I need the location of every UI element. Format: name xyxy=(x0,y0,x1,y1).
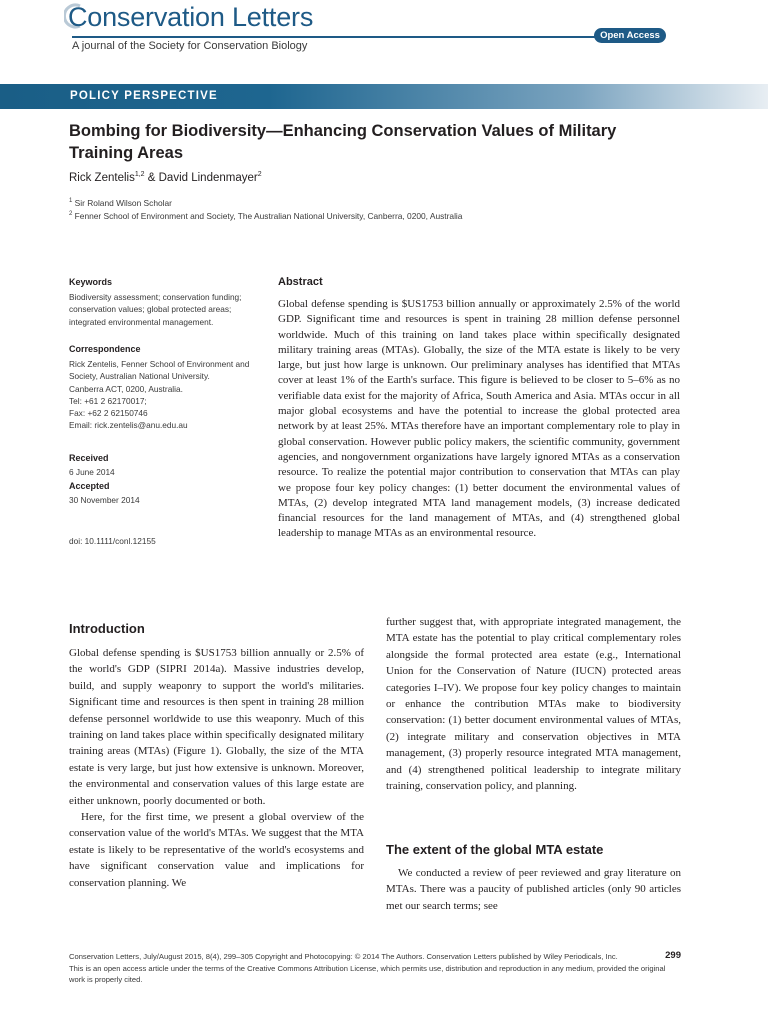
extent-heading: The extent of the global MTA estate xyxy=(386,842,604,857)
correspondence-line: Society, Australian National University. xyxy=(69,371,210,382)
introduction-body xyxy=(69,645,364,891)
accepted-label: Accepted xyxy=(69,481,110,491)
affiliation-2: $^2$ Fenner School of Environment and Society, The Australian National University, Canberra, 0200, Australia xyxy=(69,211,463,221)
page-number: 299 xyxy=(665,950,681,961)
author-list xyxy=(69,171,262,184)
header-rule xyxy=(72,36,600,38)
accepted-date: 30 November 2014 xyxy=(69,495,140,505)
section-band xyxy=(0,84,768,109)
abstract-text: Global defense spending is $US1753 billion annually or approximately 2.5% of the world GDP. Significant time and resources is spent in training 28 million defense personnel worldwide. Much of this training on land takes place within specifically designated military training areas (MTAs). Globally, the size of the MTA estate is likely to be very large, but just how large is unknown. Our preliminary analyses has identified that MTAs cover at least 1% of the Earth's surface. This figure is believed to be closer to 5–6% as no verifiable data exist for the majority of Africa, South America and Asia. MTAs occur in all major global ecosystems and have the potential to increase the global protected area network by at least 25%. MTAs therefore have an important complementary role to play in global conservation. However public policy makers, the scientific community, government agencies, and nongovernment organizations have largely ignored MTAs as a conservation resource. To realize the potential major contribution to conservation that MTAs can play we propose four key policy changes: (1) better document the environmental values of MTAs, (2) develop integrated MTA land management models, (3) increase dedicated financial resources for the land management of MTAs, and (4) strengthened global leadership to manage MTAs as an environmental resource. xyxy=(278,298,680,540)
fax: Fax: +62 2 62150746 xyxy=(69,408,148,419)
footer-license: This is an open access article under the terms of the Creative Commons Attribution License, which permits use, distribution and reproduction in any medium, provided the original work is properly cited. xyxy=(69,964,666,984)
correspondence-line: Canberra ACT, 0200, Australia. xyxy=(69,383,183,394)
paragraph: Here, for the first time, we present a global overview of the conservation value of the world's MTAs. We suggest that the MTA estate is likely to be representative of the world's ecosystems and have significant conservation value and implications for conservation planning. We xyxy=(69,811,364,889)
abstract-heading: Abstract xyxy=(278,276,323,288)
journal-title[interactable]: Conservation Letters xyxy=(68,2,314,32)
author-name[interactable]: & David Lindenmayer xyxy=(144,171,258,184)
journal-subtitle: A journal of the Society for Conservation Biology xyxy=(72,40,308,52)
open-access-badge[interactable]: Open Access xyxy=(594,28,666,43)
correspondence-block xyxy=(69,358,279,432)
keywords-label: Keywords xyxy=(69,277,113,287)
received-date: 6 June 2014 xyxy=(69,467,115,477)
correspondence-label: Correspondence xyxy=(69,344,141,354)
paragraph: Global defense spending is $US1753 billion annually or 2.5% of the world's GDP (SIPRI 2014a). Massive industries develop, build, and supply weaponry to support the world's militaries. Significant time and resources is then spent in training 28 million defense personnel worldwide to use this weaponry. Much of this training on land takes place within specifically designated military training areas (MTAs) (Figure 1). Globally, the size of the MTA estate is very large, but just how extensive is unknown. Moreover, the environmental and conservation values of this large estate are either unknown, poorly documented or both. xyxy=(69,647,364,807)
footer-citation: Conservation Letters, July/August 2015, 8(4), 299–305 Copyright and Photocopying: © 2014 The Authors. Conservation Letters published by Wiley Periodicals, Inc. xyxy=(69,952,618,961)
section-label: POLICY PERSPECTIVE xyxy=(70,90,218,102)
paragraph: further suggest that, with appropriate integrated management, the MTA estate has the potential to play critical complementary roles alongside the formal protected area estate (e.g., International Union for the Conservation of Nature (IUCN) protected areas categories I–IV). We propose four key policy changes to maintain or enhance the contribution MTAs make to biodiversity conservation: (1) better document environmental values of MTAs, (2) integrate military and conservation objectives in MTA management, (3) properly resource integrated MTA management, and (4) strengthened political leadership to integrate military training, conservation policy, and planning. xyxy=(386,616,681,793)
paragraph: We conducted a review of peer reviewed and gray literature on MTAs. There was a paucity of published articles (only 90 articles met our search terms; see xyxy=(386,867,681,912)
keywords-text: Biodiversity assessment; conservation funding; conservation values; global protected areas; integrated environmental management. xyxy=(69,292,242,327)
author-name[interactable]: Rick Zentelis xyxy=(69,171,135,184)
author-affil-sup[interactable]: 1,2 xyxy=(134,171,145,178)
telephone: Tel: +61 2 62170017; xyxy=(69,395,147,406)
extent-body xyxy=(386,865,681,914)
affiliation-1: $^1$ Sir Roland Wilson Scholar xyxy=(69,198,172,208)
doi-link[interactable]: doi: 10.1111/conl.12155 xyxy=(69,536,156,546)
email-link[interactable]: Email: rick.zentelis@anu.edu.au xyxy=(69,420,188,431)
correspondence-line: Rick Zentelis, Fenner School of Environment and xyxy=(69,359,250,369)
received-label: Received xyxy=(69,453,109,463)
article-title: Bombing for Biodiversity—Enhancing Conservation Values of Military Training Areas xyxy=(69,122,617,162)
introduction-heading: Introduction xyxy=(69,621,145,636)
column-2-body xyxy=(386,614,681,794)
author-affil-sup[interactable]: 2 xyxy=(257,171,262,178)
